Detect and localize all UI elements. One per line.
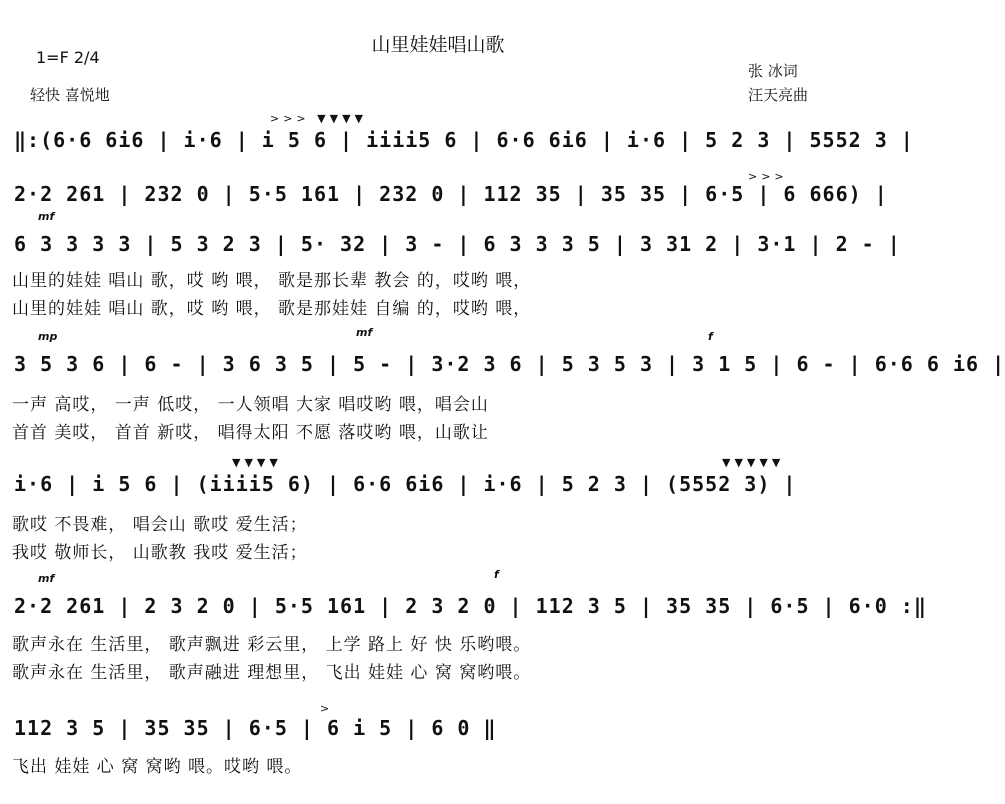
tempo-marking: 轻快 喜悦地 (30, 86, 110, 104)
notation-staff-1: ‖:(6·6 6i6 | i·6 | i 5 6 | iiii5 6 | 6·6 6i6 | i·6 | 5 2 3 | 5552 3 | (14, 128, 914, 152)
accent-marks: ▼▼▼▼ (232, 456, 282, 469)
composer-credit: 汪天亮曲 (748, 86, 809, 104)
dynamic-marking: mf (38, 210, 55, 223)
dynamic-marking: mf (38, 572, 55, 585)
lyric-line: 歌声永在 生活里， 歌声融进 理想里， 飞出 娃娃 心 窝 窝哟喂。 (12, 663, 532, 683)
lyric-line: 我哎 敬师长， 山歌教 我哎 爱生活； (12, 543, 308, 563)
notation-staff-3: 6 3 3 3 3 | 5 3 2 3 | 5· 32 | 3 - | 6 3 3 3 5 | 3 31 2 | 3·1 | 2 - | (14, 232, 901, 256)
dynamic-marking: mp (38, 330, 58, 343)
notation-staff-7: 112 3 5 | 35 35 | 6·5 | 6 i 5 | 6 0 ‖ (14, 716, 497, 740)
lyricist-credit: 张 冰词 (748, 62, 798, 80)
accent-marks: > (320, 702, 334, 715)
lyric-line: 一声 高哎， 一声 低哎， 一人领唱 大家 唱哎哟 喂，唱会山 (12, 395, 489, 415)
lyric-line: 首首 美哎， 首首 新哎， 唱得太阳 不愿 落哎哟 喂，山歌让 (12, 423, 489, 443)
lyric-line: 山里的娃娃 唱山 歌，哎 哟 喂， 歌是那长辈 教会 的，哎哟 喂， (12, 271, 532, 291)
lyric-line: 山里的娃娃 唱山 歌，哎 哟 喂， 歌是那娃娃 自编 的，哎哟 喂， (12, 299, 532, 319)
key-signature: 1=F 2/4 (36, 48, 100, 67)
lyric-line: 歌哎 不畏难， 唱会山 歌哎 爱生活； (12, 515, 308, 535)
notation-staff-4: 3 5 3 6 | 6 - | 3 6 3 5 | 5 - | 3·2 3 6 | 5 3 5 3 | 3 1 5 | 6 - | 6·6 6 i6 | (14, 352, 1005, 376)
dynamic-marking: f (494, 568, 499, 581)
lyric-line: 飞出 娃娃 心 窝 窝哟 喂。哎哟 喂。 (12, 757, 303, 777)
dynamic-marking: mf (356, 326, 373, 339)
notation-staff-2: 2·2 261 | 232 0 | 5·5 161 | 232 0 | 112 35 | 35 35 | 6·5 | 6 666) | (14, 182, 888, 206)
accent-marks: >>> ▼▼▼▼ (270, 112, 367, 125)
notation-staff-6: 2·2 261 | 2 3 2 0 | 5·5 161 | 2 3 2 0 | 112 3 5 | 35 35 | 6·5 | 6·0 :‖ (14, 594, 927, 618)
accent-marks: >>> (748, 170, 788, 183)
dynamic-marking: f (708, 330, 713, 343)
notation-staff-5: i·6 | i 5 6 | (iiii5 6) | 6·6 6i6 | i·6 | 5 2 3 | (5552 3) | (14, 472, 797, 496)
page-title: 山里娃娃唱山歌 (371, 34, 505, 56)
lyric-line: 歌声永在 生活里， 歌声飘进 彩云里， 上学 路上 好 快 乐哟喂。 (12, 635, 532, 655)
accent-marks: ▼▼▼▼▼ (722, 456, 785, 469)
